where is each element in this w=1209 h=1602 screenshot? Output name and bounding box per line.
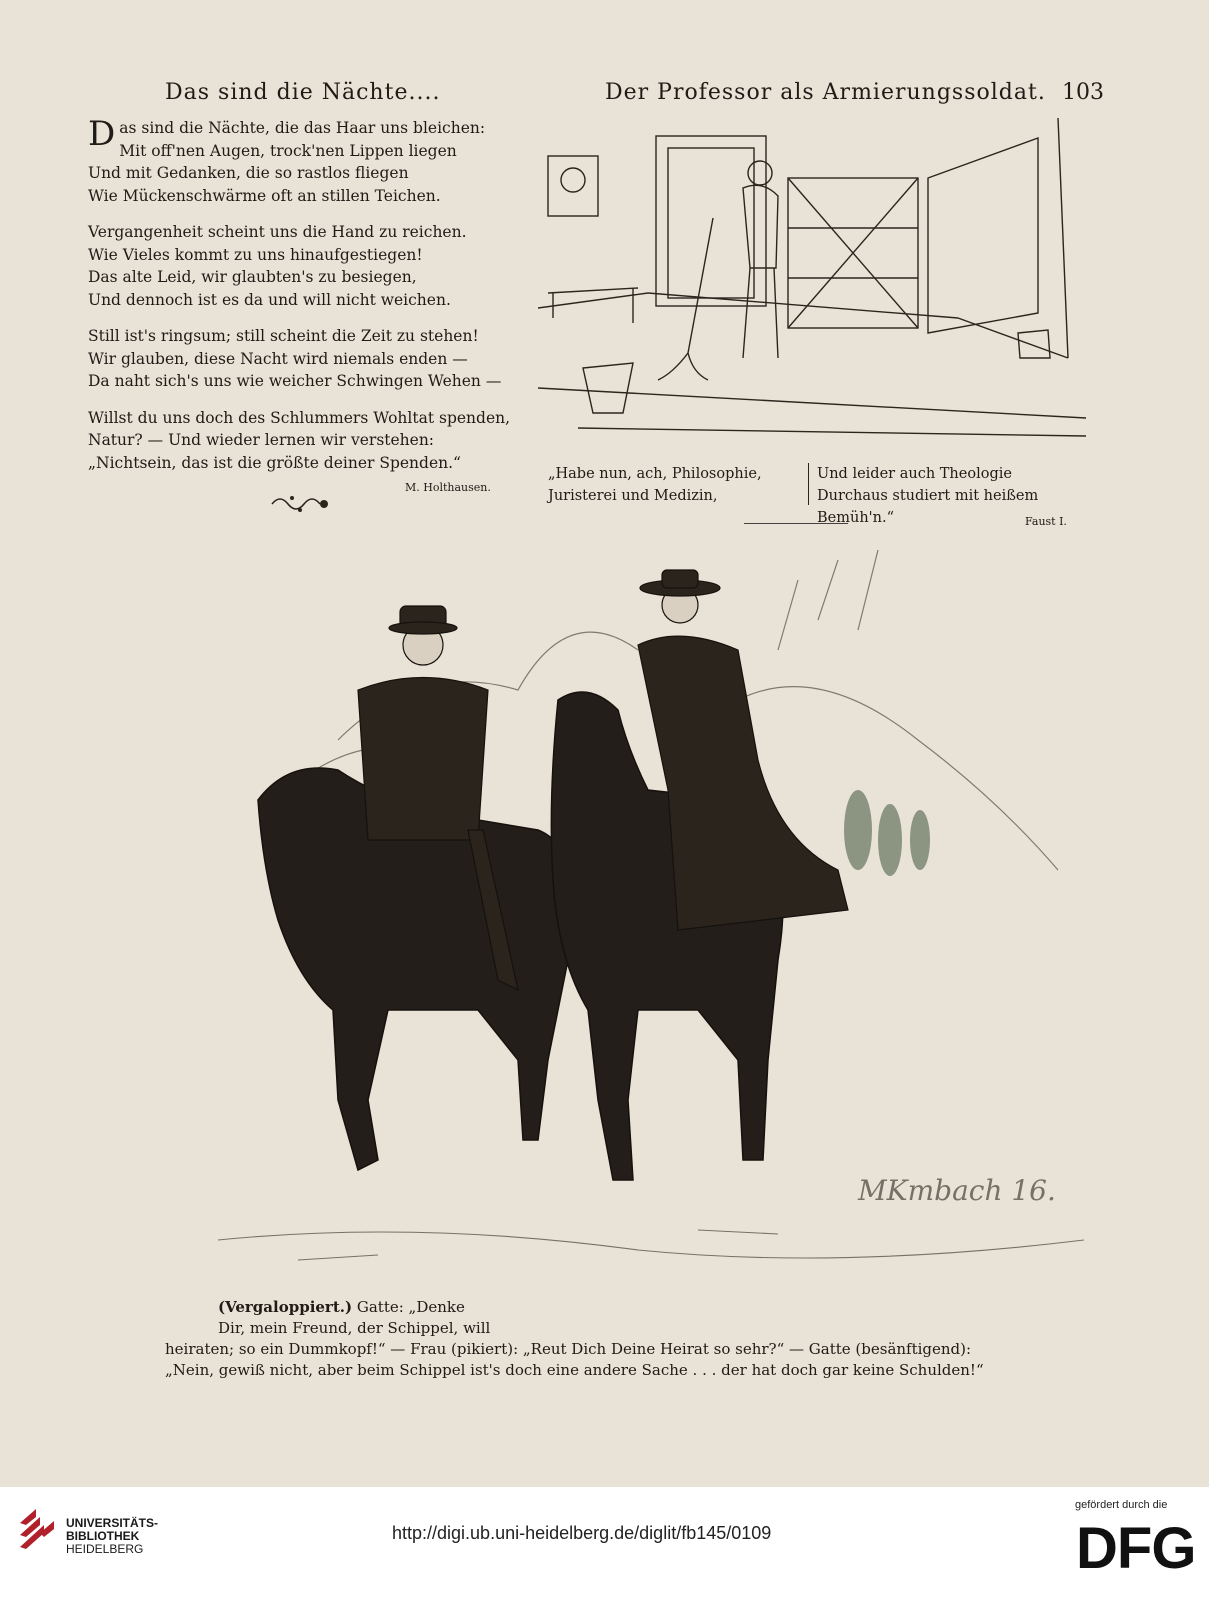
illustration-header: Der Professor als Armierungssoldat. [605, 80, 1046, 105]
faust-line: Durchaus studiert mit heißem Bemüh'n.“ [817, 488, 1039, 526]
poem-line: Still ist's ringsum; still scheint die Zeit zu stehen! [88, 327, 479, 345]
divider [744, 523, 848, 524]
funded-by-label: gefördert durch die [1075, 1499, 1168, 1511]
poem-stanza-3 [88, 325, 508, 393]
poem-line: Willst du uns doch des Schlummers Wohltat spenden, [88, 408, 511, 427]
drop-cap: D [88, 114, 116, 154]
viewer-footer [0, 1487, 1209, 1602]
poem-stanza-4 [88, 407, 511, 475]
poem [88, 114, 511, 488]
poem-author: M. Holthausen. [405, 481, 491, 494]
faust-line: „Habe nun, ach, Philosophie, [548, 466, 762, 482]
caption-text: Gatte: „Denke [352, 1298, 465, 1316]
poem-line: as sind die Nächte, die das Haar uns bleichen: [119, 119, 486, 137]
poem-stanza-2 [88, 221, 508, 311]
svg-text:MKmbach 16.: MKmbach 16. [858, 1174, 1056, 1207]
faust-line: Juristerei und Medizin, [548, 488, 718, 504]
poem-line: Das alte Leid, wir glaubten's zu besiegen, [88, 268, 417, 286]
caption-line: Dir, mein Freund, der Schippel, will [218, 1319, 491, 1337]
faust-line: Und leider auch Theologie [817, 466, 1012, 482]
library-line: HEIDELBERG [66, 1542, 144, 1556]
library-line: UNIVERSITÄTS- [66, 1516, 159, 1530]
poem-line: Wir glauben, diese Nacht wird niemals enden — [88, 349, 468, 368]
poem-line: Vergangenheit scheint uns die Hand zu reichen. [88, 223, 467, 241]
poem-stanza-1 [88, 114, 508, 207]
faust-source: Faust I. [1025, 515, 1067, 528]
caption-line: „Nein, gewiß nicht, aber beim Schippel ist's doch eine andere Sache . . . der hat doch gar keine Schulden!“ [165, 1361, 984, 1379]
poem-line: Und dennoch ist es da und will nicht weichen. [88, 290, 451, 309]
poem-line: Wie Vieles kommt zu uns hinaufgestiegen! [88, 245, 423, 264]
caption-line: heiraten; so ein Dummkopf!“ — Frau (pikiert): „Reut Dich Deine Heirat so sehr?“ — Gatte (besänftigend): [165, 1340, 972, 1358]
library-logo-icon [16, 1503, 58, 1553]
poem-line: Mit off'nen Augen, trock'nen Lippen liegen [119, 141, 457, 160]
caption-title: (Vergaloppiert.) [218, 1298, 353, 1316]
riders-caption [165, 1297, 1045, 1381]
riders-illustration [218, 540, 1084, 1320]
faust-caption-left [548, 463, 798, 507]
library-line: BIBLIOTHEK [66, 1529, 140, 1543]
professor-illustration [538, 118, 1086, 448]
permalink[interactable]: http://digi.ub.uni-heidelberg.de/diglit/fb145/0109 [392, 1523, 772, 1543]
caption-line [165, 1297, 538, 1318]
page-number: 103 [1062, 80, 1104, 105]
library-name [66, 1517, 158, 1556]
poem-line: „Nichtsein, das ist die größte deiner Spenden.“ [88, 453, 461, 472]
ornament-icon [270, 492, 332, 516]
poem-line: Wie Mückenschwärme oft an stillen Teichen. [88, 186, 441, 205]
poem-line: Da naht sich's uns wie weicher Schwingen Wehen — [88, 372, 502, 390]
poem-line: Und mit Gedanken, die so rastlos fliegen [88, 164, 409, 182]
poem-header: Das sind die Nächte.... [165, 80, 441, 105]
dfg-logo: DFG [1076, 1516, 1196, 1581]
poem-line: Natur? — Und wieder lernen wir verstehen: [88, 431, 435, 449]
